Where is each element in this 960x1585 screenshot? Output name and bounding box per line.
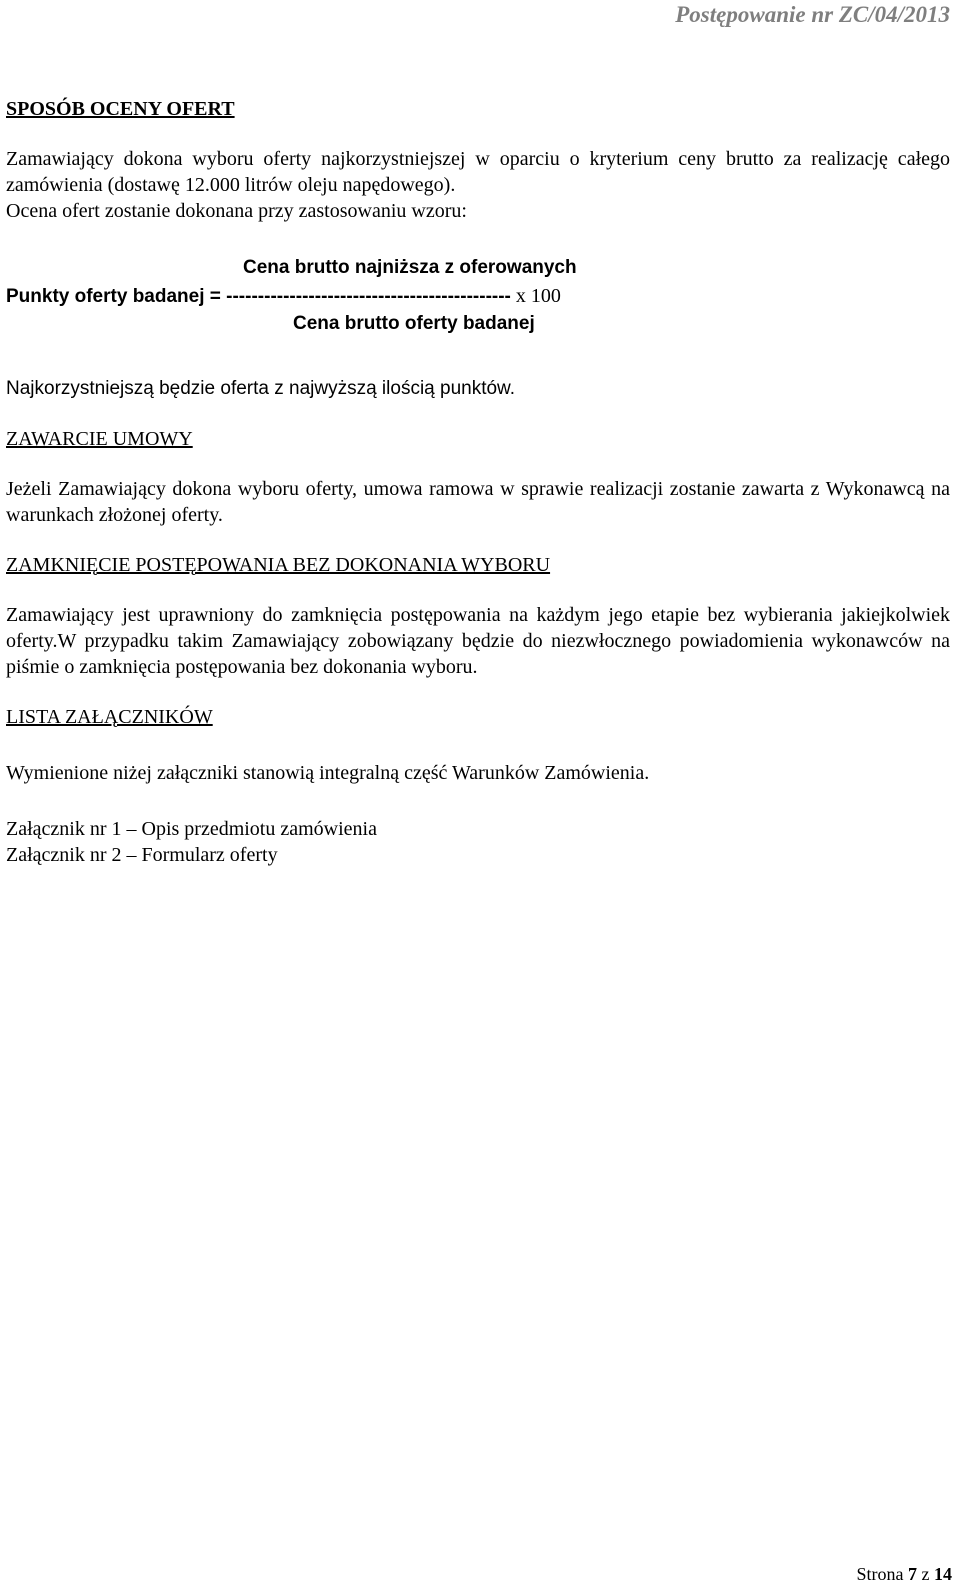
formula-main-line [6,282,561,311]
section-heading-agreement: ZAWARCIE UMOWY [6,428,193,450]
document-body [6,96,950,868]
attachment-item: Załącznik nr 2 – Formularz oferty [6,844,278,866]
closing-paragraph: Zamawiający jest uprawniony do zamknięcia postępowania na każdym jego etapie bez wybierania jakiejkolwiek oferty.W przypadku takim Zamawiający zobowiązany będzie do niezwłocznego powiadomienia wykonawców na piśmie o zamknięcia postępowania bez dokonania wyboru. [6,604,950,678]
evaluation-conclusion: Najkorzystniejszą będzie oferta z najwyższą ilością punktów. [6,378,516,399]
page-number [857,1564,953,1585]
page-number-total: 14 [934,1564,952,1584]
formula-multiplier: x 100 [510,285,561,307]
page-number-label: Strona [856,1564,908,1584]
agreement-paragraph: Jeżeli Zamawiający dokona wyboru oferty, umowa ramowa w sprawie realizacji zostanie zawarta z Wykonawcą na warunkach złożonej oferty. [6,478,950,526]
formula-denominator: Cena brutto oferty badanej [293,313,535,334]
page-header-title: Postępowanie nr ZC/04/2013 [675,2,950,27]
attachments-intro: Wymienione niżej załączniki stanowią integralną część Warunków Zamówienia. [6,762,650,784]
page-number-separator: z [917,1564,934,1584]
page-number-current: 7 [908,1564,917,1584]
formula-lhs: Punkty oferty badanej = [6,286,227,307]
formula-numerator: Cena brutto najniższa z oferowanych [243,257,577,278]
formula-fraction-line: --------------------------------------------- [226,286,511,307]
scoring-formula [6,254,950,340]
evaluation-formula-intro: Ocena ofert zostanie dokonana przy zastosowaniu wzoru: [6,200,467,222]
section-heading-closing: ZAMKNIĘCIE POSTĘPOWANIA BEZ DOKONANIA WYBORU [6,554,551,576]
evaluation-paragraph: Zamawiający dokona wyboru oferty najkorzystniejszej w oparciu o kryterium ceny brutto za realizację całego zamówienia (dostawę 12.000 litrów oleju napędowego). [6,148,950,196]
attachment-item: Załącznik nr 1 – Opis przedmiotu zamówienia [6,818,377,840]
section-heading-evaluation: SPOSÓB OCENY OFERT [6,98,235,120]
section-heading-attachments: LISTA ZAŁĄCZNIKÓW [6,706,213,728]
